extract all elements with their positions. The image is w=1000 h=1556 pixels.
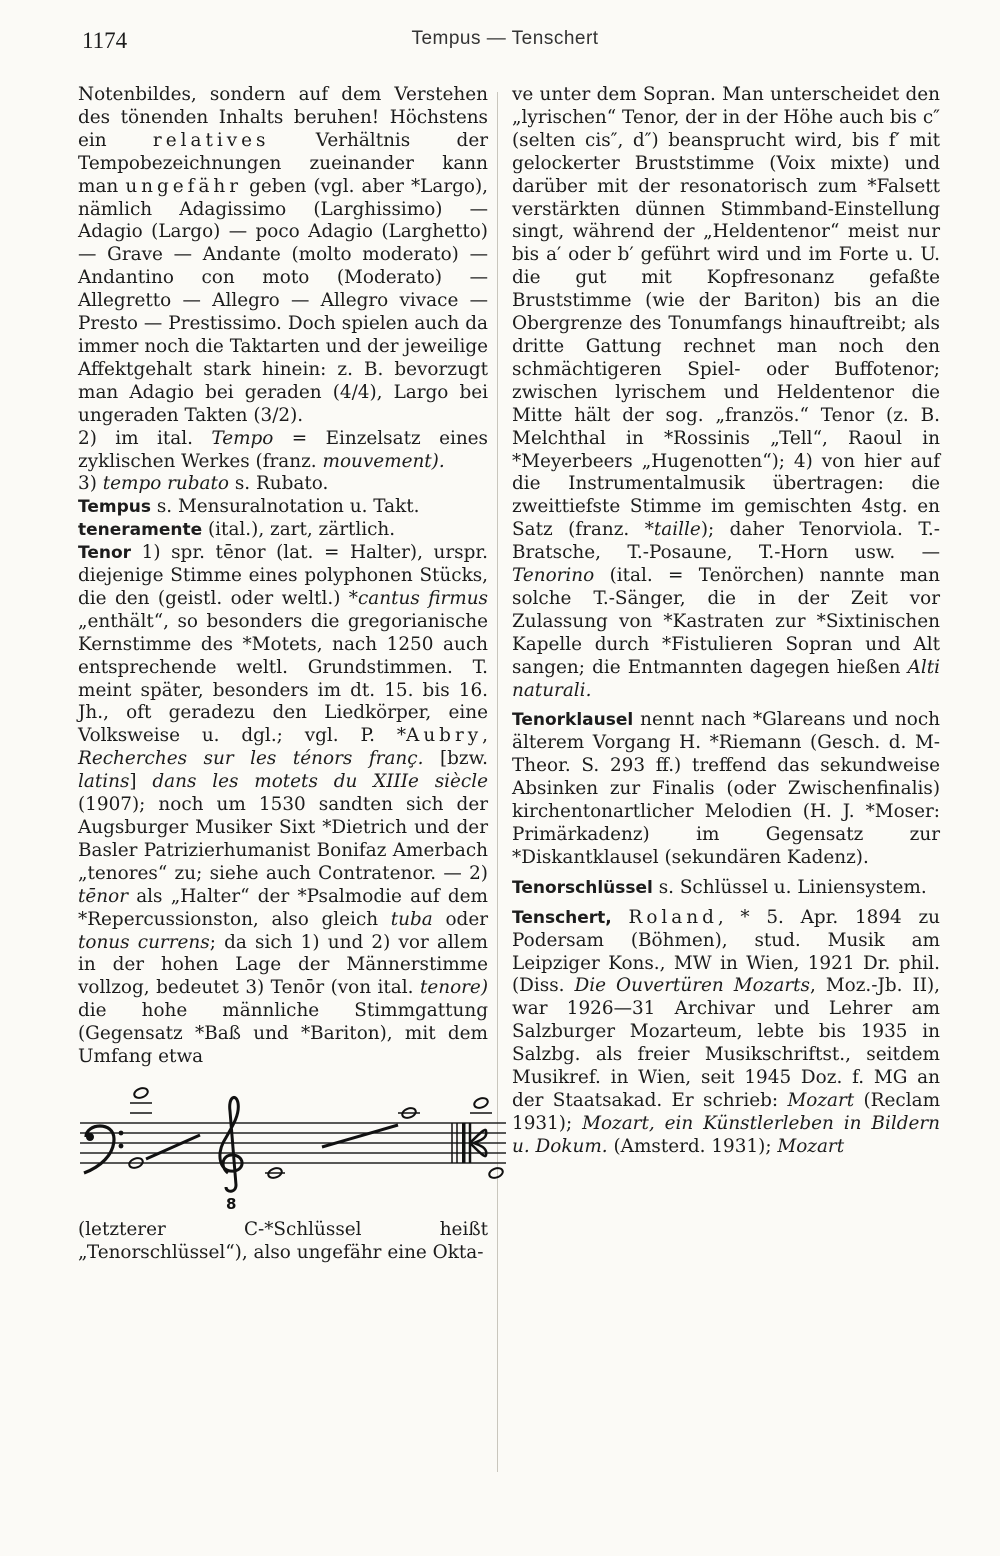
page-number: 1174 <box>82 28 128 53</box>
right-column <box>512 84 940 1159</box>
note-c-clef <box>488 1166 504 1179</box>
entry-tenorschluessel: Tenorschlüssel s. Schlüssel u. Liniensystem. <box>512 876 927 898</box>
headword-tenor: Tenor <box>78 543 132 564</box>
tenor-range-music-example <box>60 1075 510 1215</box>
after-music-text: (letzterer C-*Schlüssel heißt „Tenorschlüssel“), also ungefähr eine Okta- <box>78 1218 488 1263</box>
entry-teneramente: teneramente (ital.), zart, zärtlich. <box>78 519 396 541</box>
staff-lines <box>80 1123 506 1163</box>
headword-tenorschluessel: Tenorschlüssel <box>512 877 653 898</box>
note-above-end <box>473 1096 489 1109</box>
entry-tenschert: Tenschert, Roland, * 5. Apr. 1894 zu Podersam (Böhmen), stud. Musik am Leipziger Kons., MW in Wien, 1921 Dr. phil. (Diss. Die Ouvertüren Mozarts, Moz.-Jb. II), war 1926—31 Archivar und Lehrer am Salzburger Mozarteum, lebte bis 1935 in Salzbg. als freier Musikschriftst., seitdem Musikref. in Wien, seit 1945 Doz. f. MG an der Staatsakad. Er schrieb: Mozart (Reclam 1931); Mozart, ein Künstlerleben in Bildern u. Dokum. (Amsterd. 1931); Mozart <box>512 906 941 1157</box>
left-column <box>78 84 488 1265</box>
note-above-start <box>133 1086 149 1099</box>
headword-teneramente: teneramente <box>78 520 203 541</box>
range-line-1 <box>146 1135 200 1159</box>
entry-tenor: Tenor 1) spr. tēnor (lat. = Halter), urspr. diejenige Stimme eines polyphonen Stücks, die den (geistl. oder weltl.) *cantus firmus „enthält“, so besonders die gregorianische Kernstimme des *Motets, nach 1250 auch entsprechende weltl. Grundstimmen. T. meint später, besonders im dt. 15. bis 16. Jh., oft geradezu den Liedkörper, eine Volksweise u. dgl.; vgl. P. *Aubry, Recherches sur les ténors franç. [bzw. latins] dans les motets du XIIIe siècle (1907); noch um 1530 sandten sich der Augsburger Musiker Sixt *Dietrich und der Basler Patrizierhumanist Bonifaz Amerbach „tenores“ zu; siehe auch Contratenor. — 2) tēnor als „Halter“ der *Psalmodie auf dem *Repercussionston, also gleich tuba oder tonus currens; da sich 1) und 2) vor allem in der hohen Lage der Männerstimme vollzog, bedeutet 3) Tenōr (von ital. tenore) die hohe männliche Stimmgattung (Gegensatz *Baß und *Bariton), mit dem Umfang etwa <box>78 542 488 1068</box>
headword-tempus: Tempus <box>78 497 151 518</box>
octave-label: 8 <box>226 1194 237 1213</box>
headword-tenschert: Tenschert, <box>512 907 612 928</box>
treble-clef-icon <box>220 1097 242 1191</box>
running-head: Tempus — Tenschert <box>411 28 599 49</box>
tempo-paragraph-3: 3) tempo rubato s. Rubato. <box>78 473 329 495</box>
tenor-continuation: ve unter dem Sopran. Man unterscheidet den „lyrischen“ Tenor, der in der Höhe auch bis c″ (selten cis″, d″) beansprucht wird, bis f′ mit gelockerter Bruststimme (Voix mixte) und darüber mit der resonatorisch zum *Falsett verstärkten dünnen Stimmband-Einstellung singt, während der „Heldentenor“ meist nur bis a′ oder b′ geführt wird und im Forte u. U. die gut mit Kopfresonanz gefaßte Bruststimme (wie der Bariton) bis an die Obergrenze des Tonumfangs hinauftreibt; als dritte Gattung rechnet man noch den schmächtigeren Spiel- oder Buffotenor; zwischen lyrischem und Heldentenor die Mitte hält der sog. „französ.“ Tenor (z. B. Melchthal in *Rossinis „Tell“, Raoul in *Meyerbeers „Hugenotten“); 4) von hier auf die Instrumentalmusik übertragen: die zweittiefste Stimme im gemischten 4stg. en Satz (franz. *taille); daher Tenorviola. T.-Bratsche, T.-Posaune, T.-Horn usw. — Tenorino (ital. = Tenörchen) nannte man solche T.-Sänger, die in der Zeit vor Zulassung von *Kastraten zur *Sixtinischen Kapelle durch *Fistulieren Sopran und Alt sangen; die Entmannten dagegen hießen Alti naturali. <box>512 84 940 701</box>
column-divider <box>497 92 498 1472</box>
headword-tenorklausel: Tenorklausel <box>512 710 634 731</box>
entry-tenorklausel: Tenorklausel nennt nach *Glareans und noch älterem Vorgang H. *Riemann (Gesch. d. M-Theor. S. 293 ff.) treffend das sekundweise Absinken zur Finalis (oder Zwischenfinalis) kirchentonartlicher Melodien (H. J. *Moser: Primärkadenz) im Gegensatz zur *Diskantklausel (sekundären Kadenz). <box>512 709 940 868</box>
tempo-paragraph-1: Notenbildes, sondern auf dem Verstehen des tönenden Inhalts beruhen! Höchstens ein relatives Verhältnis der Tempobezeichnungen zueinander kann man ungefähr geben (vgl. aber *Largo), nämlich Adagissimo (Larghissimo) — Adagio (Largo) — poco Adagio (Larghetto) — Grave — Andante (molto moderato) — Andantino con moto (Moderato) — Allegretto — Allegro — Allegro vivace — Presto — Prestissimo. Doch spielen auch da immer noch die Taktarten und der jeweilige Affektgehalt stark hinein: z. B. bevorzugt man Adagio bei geraden (4/4), Largo bei ungeraden Takten (3/2). <box>78 84 488 426</box>
entry-tempus: Tempus s. Mensuralnotation u. Takt. <box>78 496 420 518</box>
page-header <box>82 28 928 62</box>
tempo-paragraph-2: 2) im ital. Tempo = Einzelsatz eines zyklischen Werkes (franz. mouvement). <box>78 427 488 472</box>
